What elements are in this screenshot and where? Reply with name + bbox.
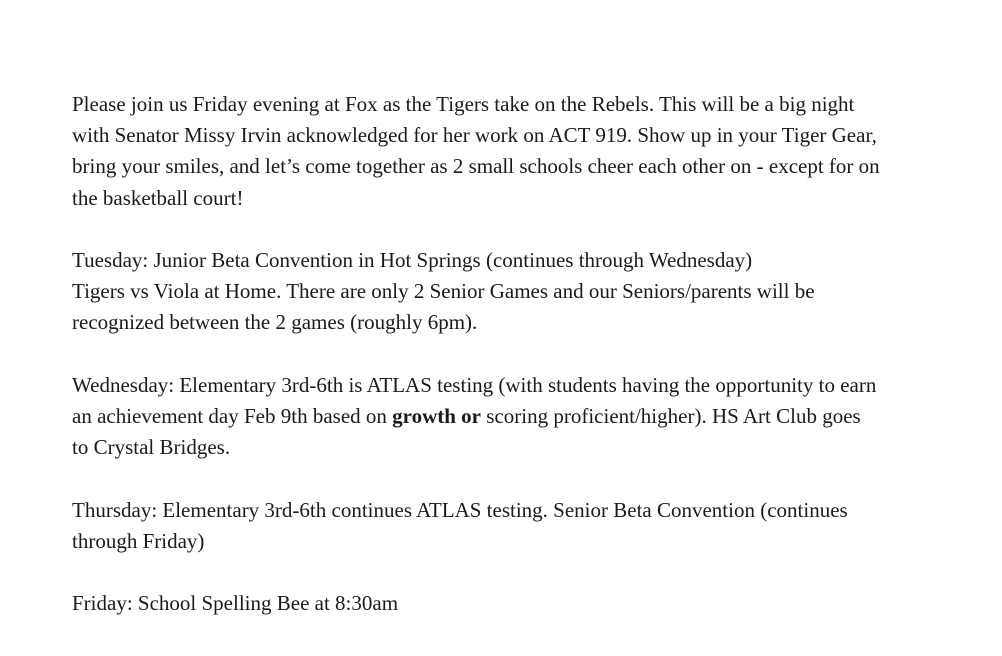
- wednesday-bold-text: growth or: [392, 404, 482, 428]
- friday-line: Friday: School Spelling Bee at 8:30am: [72, 591, 399, 616]
- paragraph-spacer: [72, 463, 987, 494]
- thursday-line: through Friday): [72, 528, 205, 553]
- thursday-paragraph: [72, 495, 987, 557]
- intro-line: with Senator Missy Irvin acknowledged for her work on ACT 919. Show up in your Tiger Gear,: [72, 123, 877, 148]
- tuesday-line: recognized between the 2 games (roughly 6pm).: [72, 310, 478, 335]
- intro-line: bring your smiles, and let’s come together as 2 small schools cheer each other on - except for on: [72, 154, 880, 179]
- tuesday-line: Tuesday: Junior Beta Convention in Hot Springs (continues through Wednesday): [72, 248, 753, 272]
- thursday-line: Thursday: Elementary 3rd-6th continues ATLAS testing. Senior Beta Convention (continues: [72, 497, 848, 522]
- wednesday-line: Wednesday: Elementary 3rd-6th is ATLAS testing (with students having the opportunity to earn: [72, 372, 877, 397]
- paragraph-spacer: [72, 214, 987, 245]
- tuesday-paragraph: [72, 245, 987, 339]
- wednesday-paragraph: [72, 370, 987, 464]
- intro-paragraph: [72, 89, 987, 214]
- friday-paragraph: [72, 588, 987, 619]
- tuesday-line: Tigers vs Viola at Home. There are only 2 Senior Games and our Seniors/parents will be: [72, 279, 815, 304]
- wednesday-text: an achievement day Feb 9th based on: [72, 404, 393, 428]
- wednesday-text: scoring proficient/higher). HS Art Club goes: [481, 404, 861, 428]
- intro-line: Please join us Friday evening at Fox as the Tigers take on the Rebels. This will be a big night: [72, 92, 855, 116]
- intro-line: the basketball court!: [72, 185, 244, 210]
- wednesday-line: to Crystal Bridges.: [72, 435, 231, 460]
- wednesday-line: [72, 401, 987, 432]
- paragraph-spacer: [72, 557, 987, 588]
- paragraph-spacer: [72, 339, 987, 370]
- announcement-document: [72, 89, 987, 619]
